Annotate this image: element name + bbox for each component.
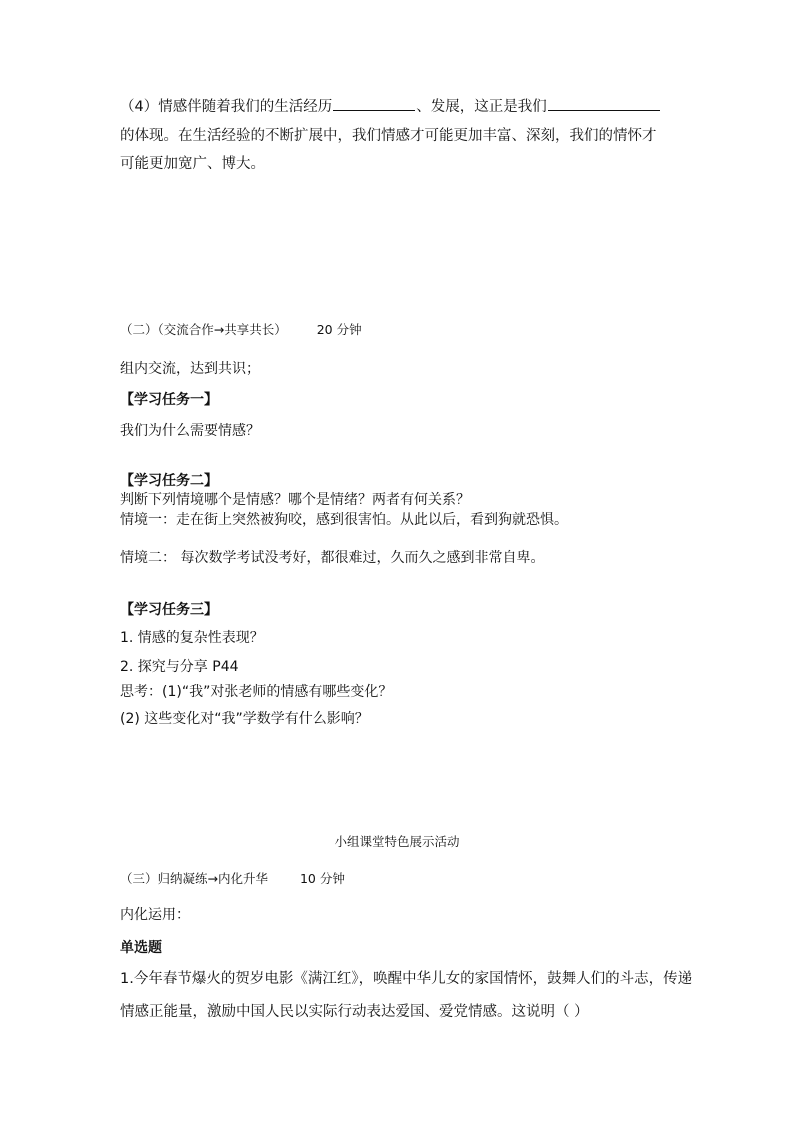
fill-blank-2[interactable]	[548, 98, 660, 111]
part2-heading	[120, 322, 362, 338]
part3-time: 10 分钟	[299, 871, 345, 886]
task3-item2: 2. 探究与分享 P44	[120, 659, 239, 675]
section4-line3: 可能更加宽广、博大。	[120, 156, 265, 172]
fill-blank-1[interactable]	[333, 98, 415, 111]
part3-title: （三）归纳凝练→内化升华	[120, 871, 268, 886]
task3-title: 【学习任务三】	[120, 602, 218, 618]
task2-scenario1: 情境一：走在街上突然被狗咬，感到很害怕。从此以后，看到狗就恐惧。	[120, 512, 568, 528]
question1-line1: 1.今年春节爆火的贺岁电影《满江红》，唤醒中华儿女的家国情怀，鼓舞人们的斗志，传递	[120, 971, 693, 987]
task3-think1: 思考：(1)“我”对张老师的情感有哪些变化？	[120, 684, 393, 700]
section4-line2: 的体现。在生活经验的不断扩展中，我们情感才可能更加丰富、深刻，我们的情怀才	[120, 128, 657, 144]
section4-text-a: （4）情感伴随着我们的生活经历	[120, 99, 333, 115]
task2-question: 判断下列情境哪个是情感？哪个是情绪？两者有何关系？	[120, 492, 470, 508]
task1-title: 【学习任务一】	[120, 392, 218, 408]
part2-title: （二）（交流合作→共享共长）	[120, 322, 287, 337]
task2-scenario2: 情境二： 每次数学考试没考好，都很难过，久而久之感到非常自卑。	[120, 550, 545, 566]
section4-text-b: 、发展，这正是我们	[416, 99, 547, 115]
task3-item1: 1. 情感的复杂性表现？	[120, 630, 264, 646]
question1-line2: 情感正能量，激励中国人民以实际行动表达爱国、爱党情感。这说明（ ）	[120, 1004, 589, 1020]
task2-title: 【学习任务二】	[120, 473, 218, 489]
part3-heading	[120, 871, 345, 887]
task3-think2: (2) 这些变化对“我”学数学有什么影响？	[120, 711, 369, 727]
part2-time: 20 分钟	[316, 322, 362, 337]
activity-title: 小组课堂特色展示活动	[334, 834, 460, 849]
question-type: 单选题	[120, 940, 162, 956]
section4-line1	[120, 98, 661, 115]
part2-instruction: 组内交流，达到共识；	[120, 361, 260, 377]
task1-question: 我们为什么需要情感？	[120, 423, 260, 439]
part3-apply: 内化运用：	[120, 907, 190, 923]
